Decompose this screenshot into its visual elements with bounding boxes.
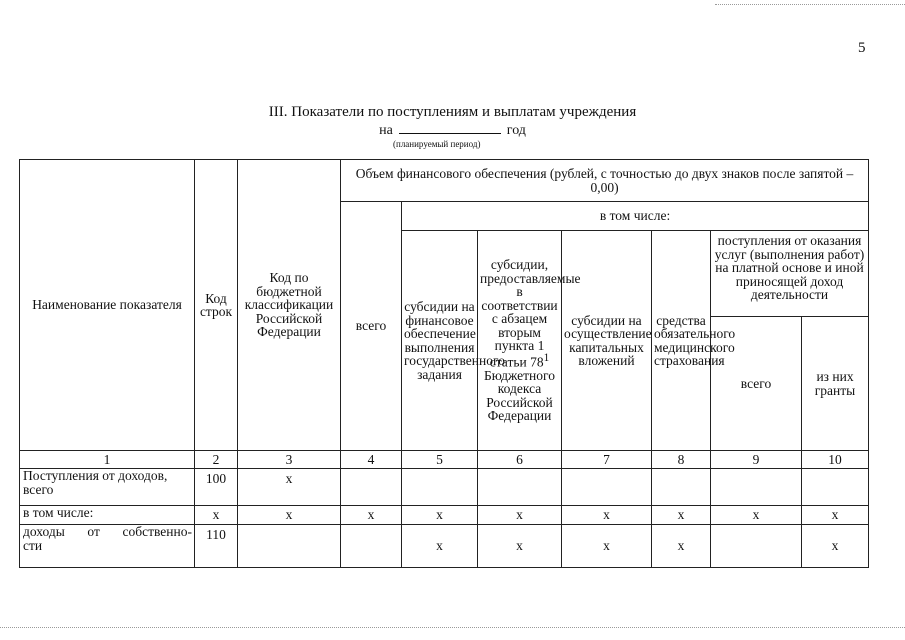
table-cell xyxy=(478,469,562,506)
table-cell: x xyxy=(562,525,652,568)
table-cell: x xyxy=(238,469,341,506)
header-services-grants: из них гранты xyxy=(802,317,869,451)
header-subsidy-article xyxy=(478,231,581,451)
header-total: всего xyxy=(341,202,402,451)
page-number: 5 xyxy=(858,40,866,56)
section-title: III. Показатели по поступлениям и выплатам учреждения xyxy=(268,104,637,120)
table-cell xyxy=(402,469,478,506)
noise-line-bottom xyxy=(0,627,905,628)
row-name xyxy=(20,506,195,525)
column-number: 7 xyxy=(562,451,652,469)
column-number: 1 xyxy=(20,451,195,469)
header-budget-code: Код по бюджетной классификации Российской Федерации xyxy=(238,160,341,451)
header-subsidy-task: субсидии на финансовое обеспечение выполнения государственного задания xyxy=(402,231,478,451)
header-services-total: всего xyxy=(711,317,802,451)
header-services: поступления от оказания услуг (выполнения работ) на платной основе и иной приносящей доход деятельности xyxy=(711,231,869,317)
column-number: 4 xyxy=(341,451,402,469)
header-subsidy-capital: субсидии на осуществление капитальных вложений xyxy=(562,231,652,451)
row-name-line1: Поступления от доходов, xyxy=(23,468,168,483)
table-row xyxy=(20,469,869,506)
table-cell: x xyxy=(478,525,562,568)
row-name-line1: доходы от собственно- xyxy=(23,524,192,539)
table-cell: x xyxy=(652,506,711,525)
row-name-line2: сти xyxy=(23,537,43,553)
table-cell xyxy=(711,469,802,506)
column-number: 6 xyxy=(478,451,562,469)
table-cell: x xyxy=(802,506,869,525)
header-name: Наименование показателя xyxy=(20,160,195,451)
subsidy-article-sup: 1 xyxy=(543,351,550,364)
table-cell: x xyxy=(341,506,402,525)
table-cell: x xyxy=(238,506,341,525)
row-name xyxy=(20,525,195,568)
noise-line-top xyxy=(715,4,905,5)
subtitle-prefix: на xyxy=(379,123,393,138)
table-cell: x xyxy=(802,525,869,568)
header-including: в том числе: xyxy=(402,202,869,231)
column-number: 8 xyxy=(652,451,711,469)
table-cell xyxy=(802,469,869,506)
table-cell: x xyxy=(402,525,478,568)
year-blank xyxy=(399,122,501,134)
table-row xyxy=(20,525,869,568)
receipts-table xyxy=(19,159,869,568)
table-cell: 110 xyxy=(195,525,238,568)
section-subtitle xyxy=(0,122,905,139)
table-cell: x xyxy=(195,506,238,525)
table-cell: x xyxy=(478,506,562,525)
subsidy-article-text: субсидии, предоставляемые в соответствии с абзацем вторым пункта 1 статьи 78 xyxy=(480,257,581,370)
table-cell: x xyxy=(652,525,711,568)
column-number: 5 xyxy=(402,451,478,469)
table-cell: 100 xyxy=(195,469,238,506)
column-number: 3 xyxy=(238,451,341,469)
table-cell xyxy=(562,469,652,506)
column-number: 2 xyxy=(195,451,238,469)
table-row xyxy=(20,506,869,525)
row-name-line2: всего xyxy=(23,481,54,497)
subsidy-article-tail: Бюджетного кодекса Российской Федерации xyxy=(484,367,555,424)
table-cell xyxy=(652,469,711,506)
column-number: 9 xyxy=(711,451,802,469)
column-numbers-row xyxy=(20,451,869,469)
subtitle-suffix: год xyxy=(506,123,526,138)
period-note: (планируемый период) xyxy=(393,139,481,149)
table-cell xyxy=(711,525,802,568)
table-cell: x xyxy=(402,506,478,525)
row-name xyxy=(20,469,195,506)
table-cell xyxy=(238,525,341,568)
row-name-line1: в том числе: xyxy=(23,505,94,520)
header-insurance: средства обязательного медицинского страхования xyxy=(652,231,711,451)
table-cell: x xyxy=(711,506,802,525)
table-cell: x xyxy=(562,506,652,525)
table-cell xyxy=(341,525,402,568)
header-code: Код строк xyxy=(195,160,238,451)
header-volume: Объем финансового обеспечения (рублей, с точностью до двух знаков после запятой – 0,00) xyxy=(341,160,869,202)
column-number: 10 xyxy=(802,451,869,469)
table-cell xyxy=(341,469,402,506)
